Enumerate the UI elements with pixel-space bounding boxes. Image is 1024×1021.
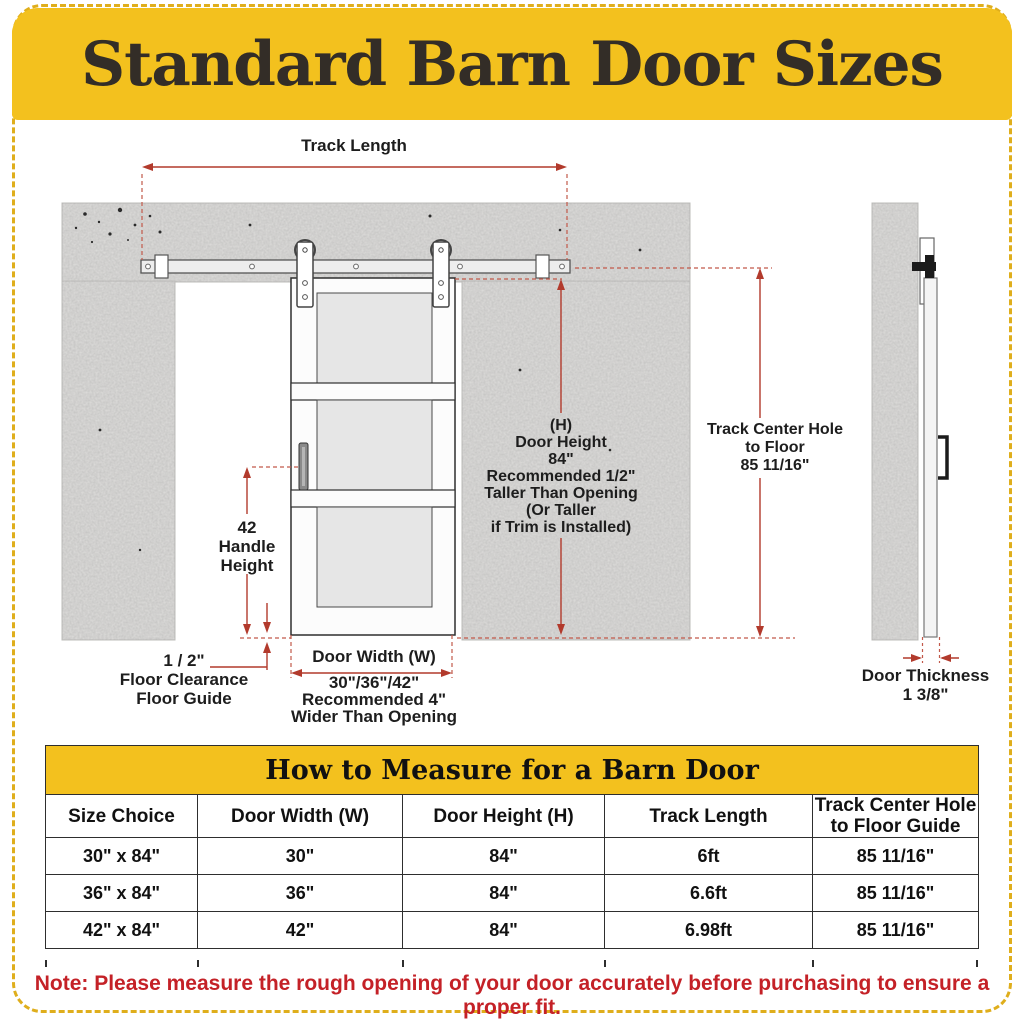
handle-height-line: Height: [220, 556, 274, 575]
table-cell: 42" x 84": [46, 912, 198, 949]
door-width-title: Door Width (W): [312, 647, 436, 666]
door-glass-panel: [317, 400, 432, 490]
table-cell: 84": [403, 875, 605, 912]
door-height-line: (Or Taller: [526, 502, 596, 519]
table-cell: 6.98ft: [605, 912, 813, 949]
handle-height-line: 42: [237, 518, 257, 537]
col-header-door-width: Door Width (W): [198, 795, 403, 838]
floor-clearance-line: Floor Clearance: [119, 670, 249, 689]
table-cell: 84": [403, 838, 605, 875]
table-row: [46, 912, 979, 949]
door-glass-panel: [317, 293, 432, 383]
track-center-hole-label: [690, 421, 860, 475]
col-header-track-center: Track Center Hole to Floor Guide: [813, 795, 979, 838]
door-height-line: Recommended 1/2": [486, 468, 636, 485]
table-row: [46, 838, 979, 875]
col-header-size-choice: Size Choice: [46, 795, 198, 838]
col-header-door-height: Door Height (H): [403, 795, 605, 838]
table-cell: 85 11/16": [813, 875, 979, 912]
track-center-line: 85 11/16": [740, 457, 810, 474]
size-table: [45, 745, 979, 949]
barn-door: [291, 278, 455, 635]
side-handle: [938, 437, 947, 478]
table-cell: 6.6ft: [605, 875, 813, 912]
table-bottom-stub: [45, 960, 978, 967]
page-title: Standard Barn Door Sizes: [81, 28, 943, 100]
table-cell: 42": [198, 912, 403, 949]
table-cell: 6ft: [605, 838, 813, 875]
wall-side-view: [872, 203, 918, 640]
table-row: [46, 875, 979, 912]
barn-door-diagram: [0, 130, 1024, 745]
door-height-line: Door Height: [515, 434, 607, 451]
door-glass-panel: [317, 507, 432, 607]
door-thickness-line: 1 3/8": [902, 685, 949, 704]
table-cell: 36" x 84": [46, 875, 198, 912]
door-height-label: [472, 417, 650, 536]
floor-clearance-line: Floor Guide: [136, 689, 232, 708]
table-header-row: [46, 795, 979, 838]
floor-clearance-label: [108, 651, 260, 708]
door-width-line: 30"/36"/42": [328, 673, 420, 692]
door-width-line: Recommended 4": [301, 690, 447, 709]
door-height-line: if Trim is Installed): [490, 519, 632, 536]
door-height-line: (H): [549, 417, 573, 434]
track-center-line: Track Center Hole: [706, 421, 844, 438]
table-title: How to Measure for a Barn Door: [46, 746, 979, 795]
handle-height-line: Handle: [218, 537, 276, 556]
table-cell: 85 11/16": [813, 912, 979, 949]
door-thickness-line: Door Thickness: [861, 666, 990, 685]
table-cell: 30": [198, 838, 403, 875]
table-cell: 30" x 84": [46, 838, 198, 875]
track-length-label: Track Length: [301, 136, 407, 155]
measure-note: Note: Please measure the rough opening of your door accurately before purchasing to ensure a proper fit.: [34, 972, 990, 1019]
door-width-label: [288, 648, 460, 725]
handle-height-label: [207, 518, 287, 575]
title-banner: [12, 8, 1012, 120]
door-height-line: Taller Than Opening: [484, 485, 638, 502]
table-cell: 84": [403, 912, 605, 949]
door-height-line: 84": [548, 451, 574, 468]
col-header-track-length: Track Length: [605, 795, 813, 838]
table-cell: 85 11/16": [813, 838, 979, 875]
track-center-line: to Floor: [745, 439, 805, 456]
table-cell: 36": [198, 875, 403, 912]
door-width-line: Wider Than Opening: [290, 707, 458, 726]
floor-clearance-line: 1 / 2": [163, 651, 205, 670]
door-thickness-label: [838, 666, 1013, 704]
